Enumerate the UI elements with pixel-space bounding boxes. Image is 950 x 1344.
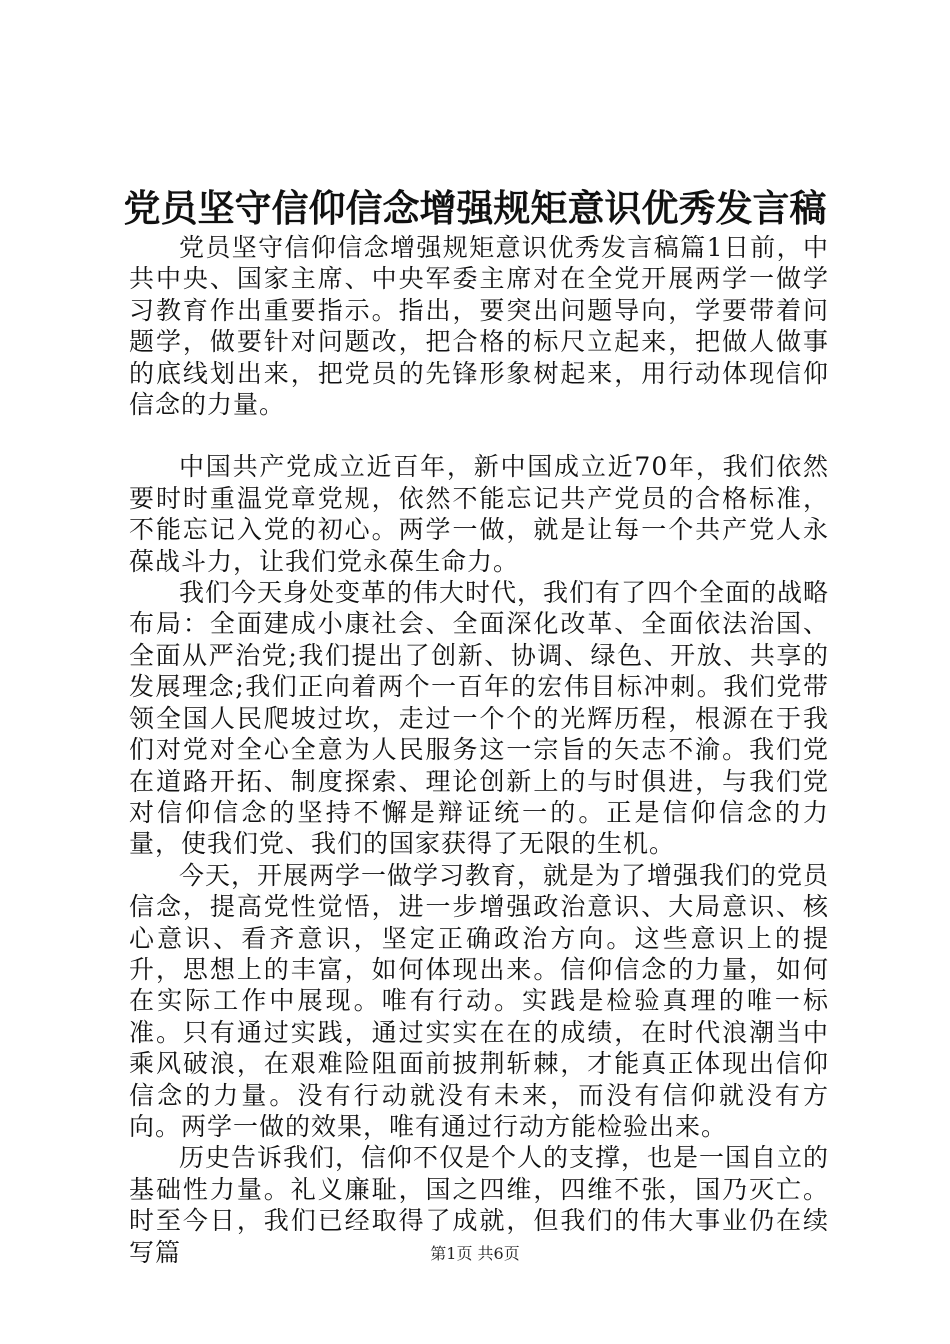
- paragraph-1: 党员坚守信仰信念增强规矩意识优秀发言稿篇1日前，中共中央、国家主席、中央军委主席对在全党开展两学一做学习教育作出重要指示。指出，要突出问题导向，学要带着问题学，做要针对问题改，把合格的标尺立起来，把做人做事的底线划出来，把党员的先锋形象树起来，用行动体现信仰信念的力量。: [129, 233, 829, 420]
- document-title: 党员坚守信仰信念增强规矩意识优秀发言稿: [123, 186, 827, 230]
- paragraph-2: 中国共产党成立近百年，新中国成立近70年，我们依然要时时重温党章党规，依然不能忘记共产党员的合格标准，不能忘记入党的初心。两学一做，就是让每一个共产党人永葆战斗力，让我们党永葆生命力。: [129, 452, 829, 576]
- document-body: [129, 232, 829, 1268]
- paragraph-4: 今天，开展两学一做学习教育，就是为了增强我们的党员信念，提高党性觉悟，进一步增强政治意识、大局意识、核心意识、看齐意识，坚定正确政治方向。这些意识上的提升，思想上的丰富，如何体现出来。信仰信念的力量，如何在实际工作中展现。唯有行动。实践是检验真理的唯一标准。只有通过实践，通过实实在在的成绩，在时代浪潮当中乘风破浪，在艰难险阻面前披荆斩棘，才能真正体现出信仰信念的力量。没有行动就没有未来，而没有信仰就没有方向。两学一做的效果，唯有通过行动方能检验出来。: [129, 860, 830, 1141]
- page-number-footer: 第1页 共6页: [430, 1244, 520, 1263]
- paragraph-5: 历史告诉我们，信仰不仅是个人的支撑，也是一国自立的基础性力量。礼义廉耻，国之四维，四维不张，国乃灭亡。时至今日，我们已经取得了成就，但我们的伟大事业仍在续写篇: [129, 1143, 830, 1267]
- paragraph-3: 我们今天身处变革的伟大时代，我们有了四个全面的战略布局：全面建成小康社会、全面深化改革、全面依法治国、全面从严治党;我们提出了创新、协调、绿色、开放、共享的发展理念;我们正向着两个一百年的宏伟目标冲刺。我们党带领全国人民爬坡过坎，走过一个个的光辉历程，根源在于我们对党对全心全意为人民服务这一宗旨的矢志不渝。我们党在道路开拓、制度探索、理论创新上的与时俱进，与我们党对信仰信念的坚持不懈是辩证统一的。正是信仰信念的力量，使我们党、我们的国家获得了无限的生机。: [129, 578, 830, 859]
